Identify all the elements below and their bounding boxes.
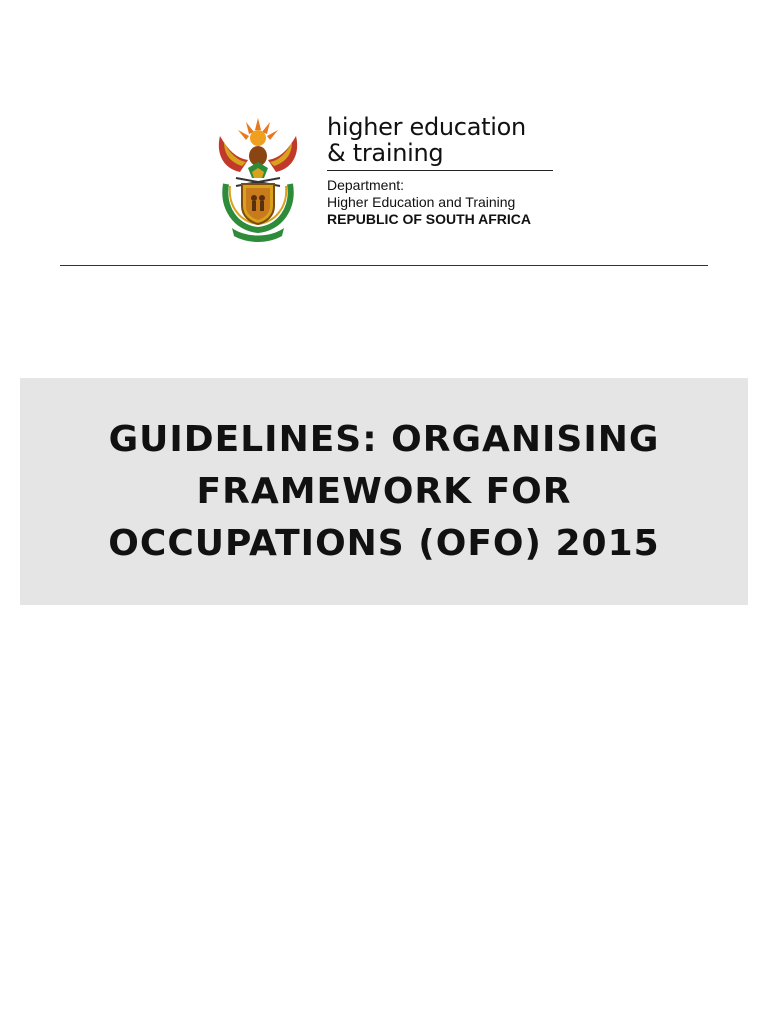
header-divider <box>60 265 708 266</box>
department-header <box>212 110 562 245</box>
country-name: REPUBLIC OF SOUTH AFRICA <box>327 211 532 227</box>
coat-of-arms-icon <box>212 116 304 242</box>
department-branding <box>327 114 557 228</box>
title-line-3: OCCUPATIONS (OFO) 2015 <box>108 522 660 564</box>
department-label: Department: <box>327 177 405 193</box>
title-banner <box>20 378 748 605</box>
brand-rule <box>327 170 553 171</box>
brand-line-2: & training <box>327 139 444 167</box>
department-name: Higher Education and Training <box>327 194 516 210</box>
title-line-2: FRAMEWORK FOR <box>196 470 572 512</box>
title-line-1: GUIDELINES: ORGANISING <box>108 418 660 460</box>
brand-line-1: higher education <box>327 113 526 141</box>
